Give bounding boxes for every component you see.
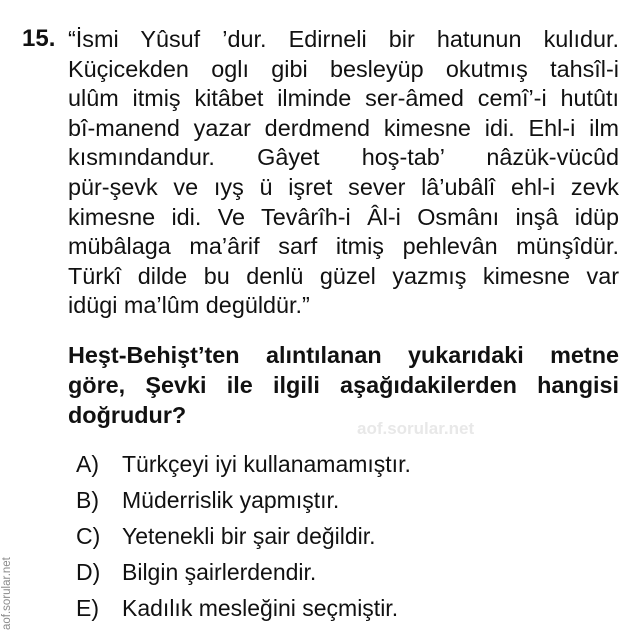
option-c[interactable]: [76, 521, 411, 557]
option-b[interactable]: [76, 485, 411, 521]
passage-line: “İsmi Yûsuf ’dur. Edirneli bir hatunun kulıdur.: [68, 26, 619, 52]
passage-line: kimesne idi. Ve Tevârîh-i Âl-i Osmânı inşâ idüp: [68, 203, 619, 230]
option-text: Türkçeyi iyi kullanamamıştır.: [122, 451, 411, 477]
question-number: 15.: [22, 25, 56, 52]
option-text: Müderrislik yapmıştır.: [122, 487, 340, 513]
center-watermark: aof.sorular.net: [357, 419, 475, 438]
side-watermark: aof.sorular.net: [1, 557, 13, 630]
option-label: A): [76, 451, 99, 477]
passage-line: mübâlaga ma’ârif sarf itmiş pehlevân münşîdür.: [68, 233, 619, 260]
answer-options: [76, 449, 411, 629]
quoted-passage: [68, 25, 619, 321]
passage-line: Türkî dilde bu denlü güzel yazmış kimesne var: [68, 262, 619, 289]
option-text: Kadılık mesleğini seçmiştir.: [122, 595, 399, 621]
passage-line: ulûm itmiş kitâbet ilminde ser-âmed cemî’-i hutûtı: [68, 85, 619, 112]
option-label: B): [76, 487, 99, 513]
option-d[interactable]: [76, 557, 411, 593]
option-a[interactable]: [76, 449, 411, 485]
passage-line: Küçicekden oglı gibi besleyüp okutmış tahsîl-i: [68, 55, 619, 82]
stem-line: göre, Şevki ile ilgili aşağıdakilerden hangisi: [68, 372, 619, 398]
question-stem: [68, 340, 619, 430]
stem-line: Heşt-Behişt’ten alıntılanan yukarıdaki metne: [68, 342, 619, 368]
stem-line: doğrudur?: [68, 402, 187, 428]
option-label: C): [76, 523, 101, 549]
option-e[interactable]: [76, 593, 411, 629]
option-text: Bilgin şairlerdendir.: [122, 559, 317, 585]
passage-line: kısmındandur. Gâyet hoş-tab’ nâzük-vücûd: [68, 144, 619, 171]
passage-line: bî-manend yazar derdmend kimesne idi. Ehl-i ilm: [68, 114, 619, 141]
passage-line: pür-şevk ve ıyş ü işret sever lâ’ubâlî ehl-i zevk: [68, 173, 619, 200]
option-label: E): [76, 595, 99, 621]
passage-line: idügi ma’lûm degüldür.”: [68, 292, 310, 319]
option-text: Yetenekli bir şair değildir.: [122, 523, 376, 549]
option-label: D): [76, 559, 101, 585]
